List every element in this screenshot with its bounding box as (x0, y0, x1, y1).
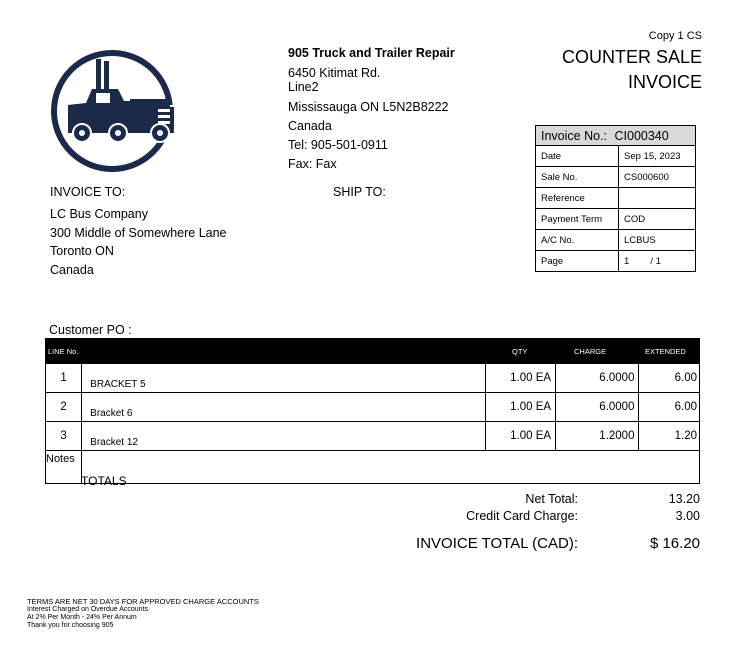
invoice-total-value: $ 16.20 (649, 535, 700, 552)
info-value (619, 188, 696, 209)
invoice-to-label: INVOICE TO: (50, 185, 126, 199)
table-row (46, 393, 700, 422)
item-extended: 6.00 (639, 364, 700, 393)
totals-label: TOTALS (81, 474, 127, 488)
item-description: Bracket 12 (82, 422, 486, 451)
terms-line: Interest Charged on Overdue Accounts (27, 606, 149, 613)
net-total-value: 13.20 (668, 492, 700, 506)
info-value: COD (619, 209, 696, 230)
item-charge: 1.2000 (556, 422, 639, 451)
header-extended: EXTENDED (645, 347, 686, 356)
info-label: A/C No. (536, 230, 619, 251)
customer-po-label: Customer PO : (49, 323, 132, 337)
line-number: 3 (46, 422, 82, 451)
item-description: Bracket 6 (82, 393, 486, 422)
ship-to-label: SHIP TO: (333, 185, 386, 199)
company-address2: Line2 (288, 80, 319, 94)
invoice-total-label: INVOICE TOTAL (CAD): (416, 535, 578, 552)
item-extended: 6.00 (639, 393, 700, 422)
item-qty: 1.00 EA (486, 393, 556, 422)
bill-to-city: Toronto ON (50, 244, 114, 258)
company-info (288, 44, 455, 173)
header-qty: QTY (512, 347, 528, 356)
terms-line: Thank you for choosing 905 (27, 622, 114, 629)
info-value: LCBUS (619, 230, 696, 251)
invoice-number: CI000340 (614, 128, 669, 143)
items-table-header (45, 338, 700, 364)
line-number: 1 (46, 364, 82, 393)
notes-field (82, 451, 700, 484)
info-value: 1 / 1 (619, 251, 696, 272)
item-description: BRACKET 5 (82, 364, 486, 393)
bill-to-name: LC Bus Company (50, 207, 148, 221)
item-charge: 6.0000 (556, 364, 639, 393)
info-label: Sale No. (536, 167, 619, 188)
copy-label: Copy 1 CS (648, 30, 702, 42)
terms-line: At 2% Per Month - 24% Per Annum (27, 614, 137, 621)
info-label: Reference (536, 188, 619, 209)
document-title-line1: COUNTER SALE (561, 47, 702, 67)
totals-dotted-line (132, 483, 700, 484)
terms-block (27, 598, 259, 630)
bill-to-street: 300 Middle of Somewhere Lane (50, 225, 227, 240)
item-extended: 1.20 (639, 422, 700, 451)
table-row (46, 422, 700, 451)
header-charge: CHARGE (574, 347, 607, 356)
item-qty: 1.00 EA (486, 422, 556, 451)
invoice-info-box (535, 125, 696, 272)
company-name: 905 Truck and Trailer Repair (288, 46, 455, 60)
terms-line: TERMS ARE NET 30 DAYS FOR APPROVED CHARGE ACCOUNTS (27, 597, 259, 606)
company-fax: Fax: Fax (288, 157, 337, 171)
info-value: CS000600 (619, 167, 696, 188)
company-country: Canada (288, 119, 332, 133)
table-row (46, 364, 700, 393)
notes-label: Notes (46, 451, 82, 484)
items-table (45, 364, 700, 484)
semi-truck-logo-icon (46, 45, 178, 177)
invoice-number-row (536, 126, 696, 146)
line-number: 2 (46, 393, 82, 422)
document-title-line2: INVOICE (627, 72, 702, 92)
credit-card-charge-value: 3.00 (675, 509, 700, 523)
info-value: Sep 15, 2023 (619, 146, 696, 167)
info-label: Page (536, 251, 619, 272)
item-charge: 6.0000 (556, 393, 639, 422)
item-qty: 1.00 EA (486, 364, 556, 393)
invoice-number-label: Invoice No.: (541, 128, 608, 143)
company-address1: 6450 Kitimat Rd. (288, 66, 381, 80)
bill-to-country: Canada (50, 262, 94, 277)
company-tel: Tel: 905-501-0911 (288, 138, 388, 152)
info-label: Date (536, 146, 619, 167)
info-label: Payment Term (536, 209, 619, 230)
net-total-label: Net Total: (525, 492, 578, 506)
credit-card-charge-label: Credit Card Charge: (466, 509, 578, 523)
company-city: Mississauga ON L5N2B8222 (288, 100, 449, 114)
notes-row (46, 451, 700, 484)
header-line-no: LINE No. (48, 347, 79, 356)
bill-to-address (50, 205, 227, 279)
